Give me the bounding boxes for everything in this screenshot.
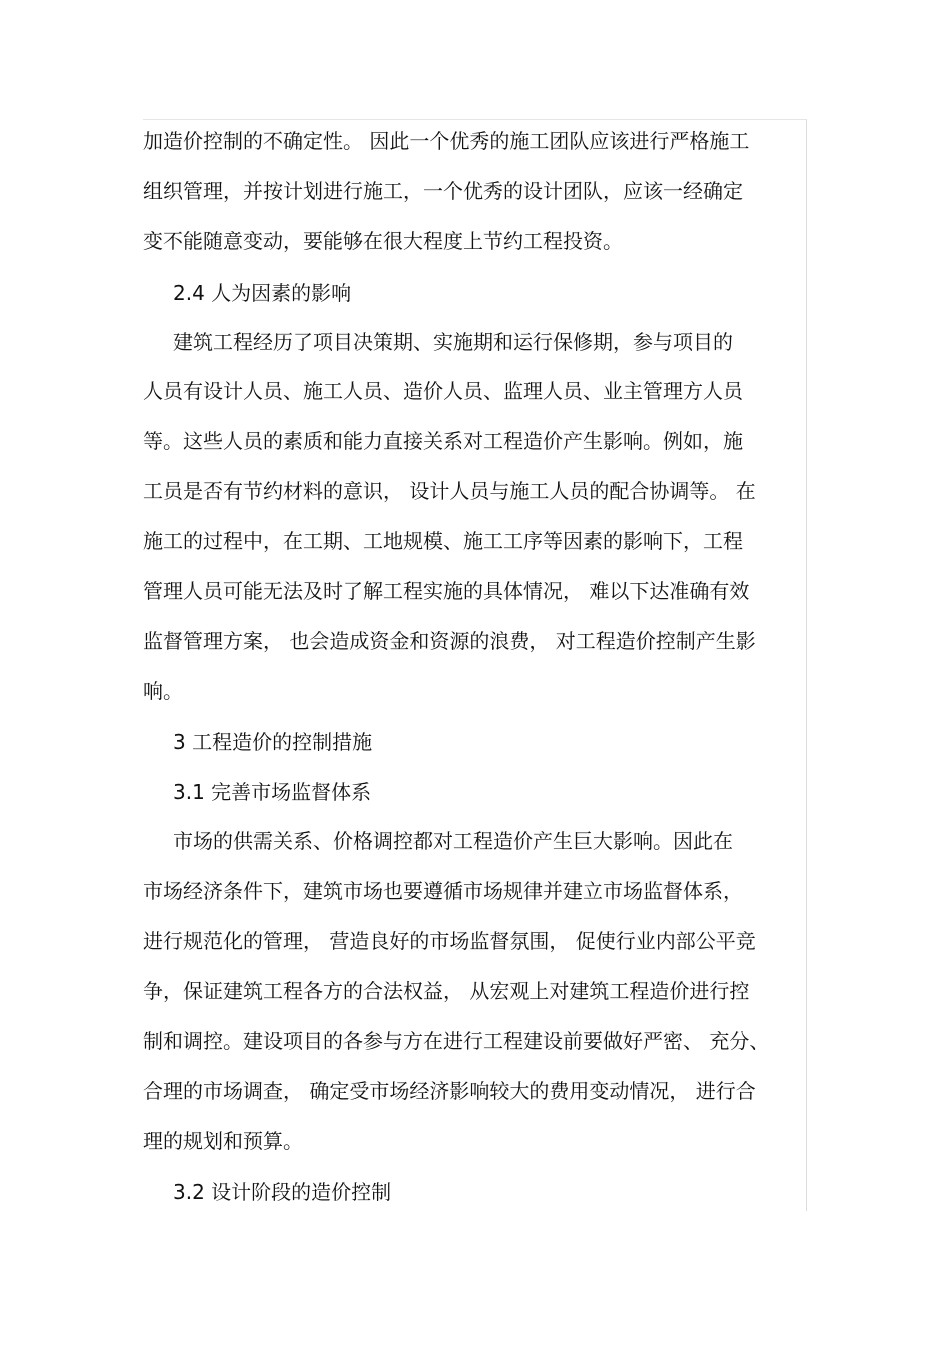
text-line: 监督管理方案， 也会造成资金和资源的浪费， 对工程造价控制产生影 (143, 629, 756, 653)
section-heading: 3.2 设计阶段的造价控制 (173, 1180, 392, 1204)
text-line: 进行规范化的管理， 营造良好的市场监督氛围， 促使行业内部公平竞 (143, 929, 756, 953)
text-line: 施工的过程中，在工期、工地规模、施工工序等因素的影响下，工程 (143, 529, 743, 553)
text-line: 制和调控。建设项目的各参与方在进行工程建设前要做好严密、 充分、 (143, 1029, 770, 1053)
text-line: 市场的供需关系、价格调控都对工程造价产生巨大影响。因此在 (173, 829, 733, 853)
text-line: 加造价控制的不确定性。 因此一个优秀的施工团队应该进行严格施工 (143, 129, 750, 153)
text-line: 理的规划和预算。 (143, 1129, 303, 1153)
text-line: 市场经济条件下，建筑市场也要遵循市场规律并建立市场监督体系， (143, 879, 743, 903)
text-line: 合理的市场调查， 确定受市场经济影响较大的费用变动情况， 进行合 (143, 1079, 756, 1103)
section-heading: 3 工程造价的控制措施 (173, 730, 373, 754)
section-heading: 3.1 完善市场监督体系 (173, 780, 372, 804)
text-line: 管理人员可能无法及时了解工程实施的具体情况， 难以下达准确有效 (143, 579, 750, 603)
text-line: 人员有设计人员、施工人员、造价人员、监理人员、业主管理方人员 (143, 379, 743, 403)
text-line: 变不能随意变动，要能够在很大程度上节约工程投资。 (143, 229, 623, 253)
text-line: 工员是否有节约材料的意识， 设计人员与施工人员的配合协调等。 在 (143, 479, 756, 503)
text-line: 组织管理，并按计划进行施工，一个优秀的设计团队，应该一经确定 (143, 179, 743, 203)
text-line: 争，保证建筑工程各方的合法权益， 从宏观上对建筑工程造价进行控 (143, 979, 750, 1003)
section-heading: 2.4 人为因素的影响 (173, 281, 352, 305)
text-line: 建筑工程经历了项目决策期、实施期和运行保修期，参与项目的 (173, 330, 733, 354)
text-line: 响。 (143, 679, 183, 703)
text-line: 等。这些人员的素质和能力直接关系对工程造价产生影响。例如，施 (143, 429, 743, 453)
